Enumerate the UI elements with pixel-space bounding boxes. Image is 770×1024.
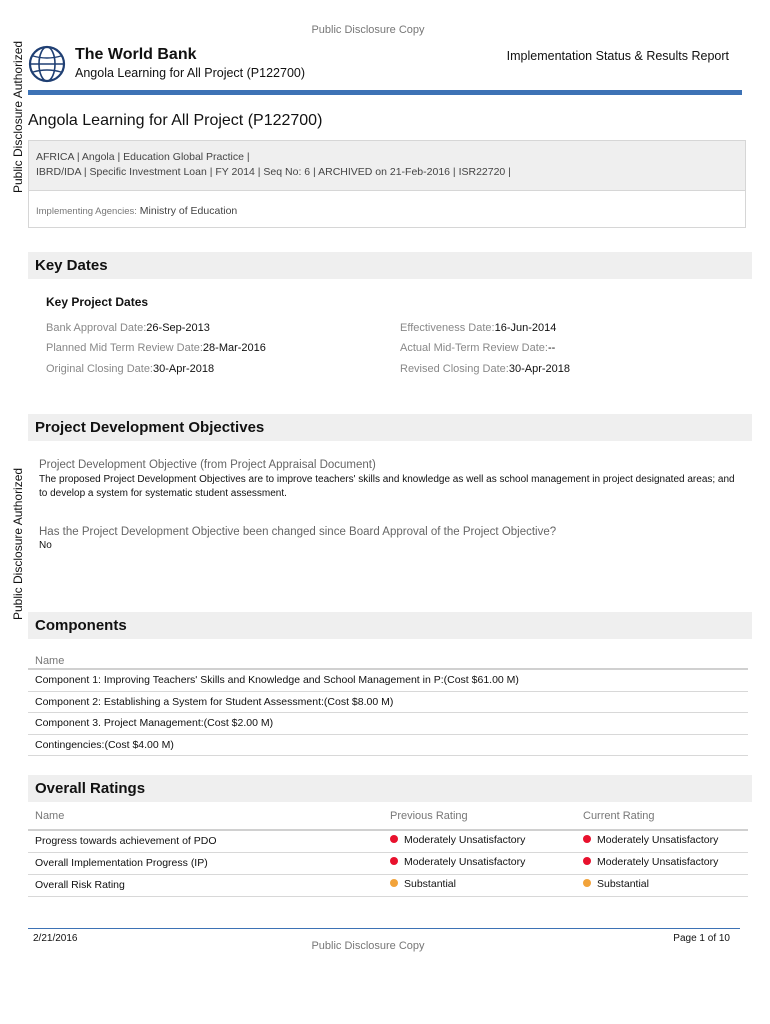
- meta-line-2: IBRD/IDA | Specific Investment Loan | FY 2014 | Seq No: 6 | ARCHIVED on 21-Feb-2016 | ISR22720 |: [36, 166, 511, 178]
- side-label-top: Public Disclosure Authorized: [11, 40, 25, 193]
- component-row: Component 1: Improving Teachers' Skills and Knowledge and School Management in P:(Cost $61.00 M): [28, 671, 748, 692]
- status-dot-icon: [583, 835, 591, 843]
- component-row: Component 3. Project Management:(Cost $2.00 M): [28, 713, 748, 735]
- rating-row: Overall Implementation Progress (IP) Moderately Unsatisfactory Moderately Unsatisfactory: [28, 853, 748, 875]
- pdo-answer-2: No: [39, 540, 52, 551]
- status-dot-icon: [390, 857, 398, 865]
- ratings-col-current: Current Rating: [583, 810, 655, 822]
- current-rating: Moderately Unsatisfactory: [583, 834, 718, 846]
- watermark-bottom: Public Disclosure Copy: [311, 940, 425, 952]
- planned-mtr-date: Planned Mid Term Review Date:28-Mar-2016: [46, 342, 266, 354]
- original-closing-date: Original Closing Date:30-Apr-2018: [46, 363, 215, 375]
- agencies-label: Implementing Agencies:: [36, 206, 137, 217]
- status-dot-icon: [583, 857, 591, 865]
- pdo-heading: Project Development Objectives: [28, 414, 752, 441]
- ratings-col-previous: Previous Rating: [390, 810, 468, 822]
- pdo-question-2: Has the Project Development Objective been changed since Board Approval of the Project Objective?: [39, 526, 557, 538]
- footer-rule: [28, 928, 740, 929]
- previous-rating: Moderately Unsatisfactory: [390, 834, 525, 846]
- globe-icon: [28, 45, 66, 83]
- status-dot-icon: [583, 879, 591, 887]
- page-title: Angola Learning for All Project (P122700): [28, 112, 323, 129]
- component-row: Contingencies:(Cost $4.00 M): [28, 735, 748, 756]
- components-col-name: Name: [35, 655, 65, 667]
- report-type: Implementation Status & Results Report: [506, 49, 729, 63]
- meta-box: [28, 140, 746, 228]
- pdo-question-1: Project Development Objective (from Project Appraisal Document): [39, 459, 376, 471]
- header-rule: [28, 90, 742, 95]
- header-subtitle: Angola Learning for All Project (P122700): [75, 66, 306, 80]
- ratings-heading: Overall Ratings: [28, 775, 752, 802]
- org-name: The World Bank: [75, 46, 197, 63]
- world-bank-logo: [28, 45, 66, 83]
- revised-closing-date: Revised Closing Date:30-Apr-2018: [400, 363, 570, 375]
- actual-mtr-date: Actual Mid-Term Review Date:--: [400, 342, 556, 354]
- meta-line-1: AFRICA | Angola | Education Global Practice |: [36, 151, 250, 163]
- watermark-top: Public Disclosure Copy: [311, 24, 425, 36]
- agencies-value: Ministry of Education: [139, 205, 238, 217]
- current-rating: Moderately Unsatisfactory: [583, 856, 718, 868]
- components-header-row: [28, 653, 748, 670]
- status-dot-icon: [390, 835, 398, 843]
- footer-date: 2/21/2016: [33, 933, 78, 944]
- rating-row: Progress towards achievement of PDO Moderately Unsatisfactory Moderately Unsatisfactory: [28, 831, 748, 853]
- side-label-middle: Public Disclosure Authorized: [11, 467, 25, 620]
- rating-row: Overall Risk Rating Substantial Substantial: [28, 875, 748, 897]
- bank-approval-date: Bank Approval Date:26-Sep-2013: [46, 322, 210, 334]
- meta-top: [29, 141, 745, 190]
- previous-rating: Moderately Unsatisfactory: [390, 856, 525, 868]
- previous-rating: Substantial: [390, 878, 456, 890]
- ratings-col-name: Name: [35, 810, 65, 822]
- page-number: Page 1 of 10: [673, 933, 730, 944]
- implementing-agencies: [29, 190, 745, 217]
- component-row: Component 2: Establishing a System for Student Assessment:(Cost $8.00 M): [28, 692, 748, 713]
- key-dates-heading: Key Dates: [28, 252, 752, 279]
- pdo-answer-1: The proposed Project Development Objectives are to improve teachers' skills and knowledge as well as school management in project designated areas; and to develop a system for systematic student assessment.: [39, 474, 735, 499]
- status-dot-icon: [390, 879, 398, 887]
- components-heading: Components: [28, 612, 752, 639]
- effectiveness-date: Effectiveness Date:16-Jun-2014: [400, 322, 557, 334]
- ratings-header-row: [28, 805, 748, 831]
- current-rating: Substantial: [583, 878, 649, 890]
- key-project-dates-subheading: Key Project Dates: [46, 295, 149, 309]
